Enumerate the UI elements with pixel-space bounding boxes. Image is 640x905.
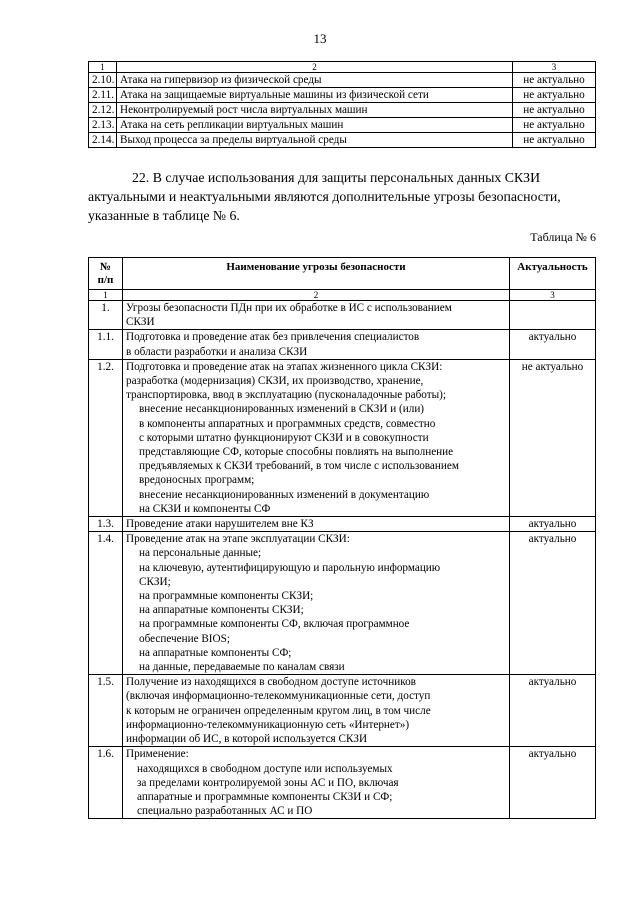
threat-description-line: обеспечение BIOS;: [139, 632, 230, 645]
row-number: 2.13.: [89, 118, 117, 133]
relevance-status: не актуально: [513, 88, 596, 103]
header-number-line: п/п: [97, 274, 114, 286]
colnum-2: 2: [117, 62, 513, 73]
threat-description-line: Угрозы безопасности ПДн при их обработке в ИС с использованием: [126, 302, 452, 314]
table-row: [89, 73, 596, 88]
row-number: 1.6.: [89, 747, 123, 819]
threat-description-line: информации об ИС, в которой используется СКЗИ: [126, 733, 368, 746]
threat-description: [123, 359, 510, 516]
additional-threats-table: [88, 257, 596, 819]
threat-name: Атака на гипервизор из физической среды: [117, 73, 513, 88]
table-row: [89, 517, 596, 532]
threat-description-line: специально разработанных АС и ПО: [137, 805, 313, 818]
threat-description-line: Проведение атаки нарушителем вне КЗ: [126, 518, 314, 531]
paragraph-line: указанные в таблице № 6.: [88, 208, 240, 223]
row-number: 2.11.: [89, 88, 117, 103]
threat-description-line: Применение:: [126, 748, 189, 761]
threat-description-line: Подготовка и проведение атак без привлечения специалистов: [126, 331, 420, 344]
relevance-status: актуально: [510, 675, 596, 747]
relevance-status: [510, 301, 596, 330]
threat-description-line: на программные компоненты СФ, включая программное: [139, 618, 410, 631]
row-number: 1.4.: [89, 532, 123, 675]
threat-description-line: внесение несанкционированных изменений в СКЗИ и (или): [139, 403, 425, 416]
threat-description: [123, 517, 510, 532]
threat-description-line: на аппаратные компоненты СКЗИ;: [139, 604, 304, 617]
row-number: 1.1.: [89, 330, 123, 359]
threat-description-line: в компоненты аппаратных и программных средств, совместно: [139, 417, 436, 430]
colnum-3: 3: [510, 290, 596, 301]
threat-description: [123, 747, 510, 819]
relevance-status: не актуально: [513, 73, 596, 88]
threat-description-line: на СКЗИ и компоненты СФ: [139, 502, 271, 515]
threat-description-line: Подготовка и проведение атак на этапах жизненного цикла СКЗИ:: [126, 360, 443, 373]
header-number: [89, 258, 123, 290]
threat-description-line: информационно-телекоммуникационную сеть «Интернет»): [126, 718, 410, 731]
relevance-status: не актуально: [513, 103, 596, 118]
relevance-status: актуально: [510, 517, 596, 532]
threat-description-line: СКЗИ;: [139, 575, 171, 588]
colnum-2: 2: [123, 290, 510, 301]
threats-table-continued: [88, 61, 596, 148]
threat-description-line: находящихся в свободном доступе или используемых: [137, 762, 393, 775]
paragraph-line: актуальными и неактуальными являются дополнительные угрозы безопасности,: [88, 189, 561, 204]
row-number: 1.3.: [89, 517, 123, 532]
row-number: 1.5.: [89, 675, 123, 747]
header-threat-name: Наименование угрозы безопасности: [123, 258, 510, 290]
table-row: [89, 103, 596, 118]
threat-description-line: аппаратные и программные компоненты СКЗИ и СФ;: [137, 790, 393, 803]
threat-name: Атака на защищаемые виртуальные машины из физической сети: [117, 88, 513, 103]
threat-description-line: в области разработки и анализа СКЗИ: [126, 345, 308, 358]
threat-description-line: на программные компоненты СКЗИ;: [139, 590, 314, 603]
table-row: [89, 532, 596, 675]
paragraph-22: [88, 168, 596, 225]
threat-description-line: (включая информационно-телекоммуникационные сети, доступ: [126, 690, 431, 703]
threat-name: Неконтролируемый рост числа виртуальных машин: [117, 103, 513, 118]
colnum-3: 3: [513, 62, 596, 73]
threat-description-line: на персональные данные;: [139, 547, 262, 560]
table-body: [89, 301, 596, 819]
relevance-status: актуально: [510, 330, 596, 359]
table-row: [89, 133, 596, 148]
row-number: 1.2.: [89, 359, 123, 516]
threat-description-line: на ключевую, аутентифицирующую и парольную информацию: [139, 561, 441, 574]
relevance-status: не актуально: [513, 118, 596, 133]
column-number-row: [89, 290, 596, 301]
table-row: [89, 301, 596, 330]
relevance-status: актуально: [510, 747, 596, 819]
threat-description-line: на аппаратные компоненты СФ;: [139, 646, 292, 659]
threat-description-line: Проведение атак на этапе эксплуатации СКЗИ:: [126, 533, 350, 546]
threat-description-line: предъявляемых к СКЗИ требований, в том числе с использованием: [139, 460, 459, 473]
table-row: [89, 118, 596, 133]
table-row: [89, 330, 596, 359]
page-number: 13: [313, 31, 327, 46]
threat-description-line: за пределами контролируемой зоны АС и ПО, включая: [137, 776, 399, 789]
colnum-1: 1: [89, 62, 117, 73]
header-number-line: №: [99, 261, 112, 273]
relevance-status: не актуально: [510, 359, 596, 516]
table-row: [89, 747, 596, 819]
threat-description: [123, 301, 510, 330]
table-label: Таблица № 6: [530, 230, 596, 244]
threat-description: [123, 675, 510, 747]
threat-description-line: Получение из находящихся в свободном доступе источников: [126, 676, 416, 689]
threat-description-line: вредоносных программ;: [139, 474, 255, 487]
row-number: 2.12.: [89, 103, 117, 118]
threat-description-line: внесение несанкционированных изменений в документацию: [139, 488, 430, 501]
table-row: [89, 675, 596, 747]
threat-name: Атака на сеть репликации виртуальных машин: [117, 118, 513, 133]
threat-description-line: представляющие СФ, которые способны повлиять на выполнение: [139, 446, 454, 459]
row-number: 1.: [89, 301, 123, 330]
relevance-status: актуально: [510, 532, 596, 675]
row-number: 2.10.: [89, 73, 117, 88]
threat-description-line: СКЗИ: [126, 316, 155, 329]
threat-description-line: с которыми штатно функционируют СКЗИ и в совокупности: [139, 431, 429, 444]
threat-description: [123, 532, 510, 675]
threat-description-line: к которым не ограничен определенным кругом лиц, в том числе: [126, 704, 431, 717]
threat-description-line: на данные, передаваемые по каналам связи: [139, 661, 345, 674]
threat-description-line: разработка (модернизация) СКЗИ, их производство, хранение,: [126, 375, 424, 388]
paragraph-line: 22. В случае использования для защиты персональных данных СКЗИ: [132, 170, 541, 185]
row-number: 2.14.: [89, 133, 117, 148]
colnum-1: 1: [89, 290, 123, 301]
threat-description: [123, 330, 510, 359]
threat-name: Выход процесса за пределы виртуальной среды: [117, 133, 513, 148]
table-header-row: [89, 258, 596, 290]
table-row: [89, 88, 596, 103]
column-number-row: [89, 62, 596, 73]
header-relevance: Актуальность: [510, 258, 596, 290]
threat-description-line: транспортировка, ввод в эксплуатацию (пусконаладочные работы);: [126, 389, 446, 402]
relevance-status: не актуально: [513, 133, 596, 148]
table-row: [89, 359, 596, 516]
